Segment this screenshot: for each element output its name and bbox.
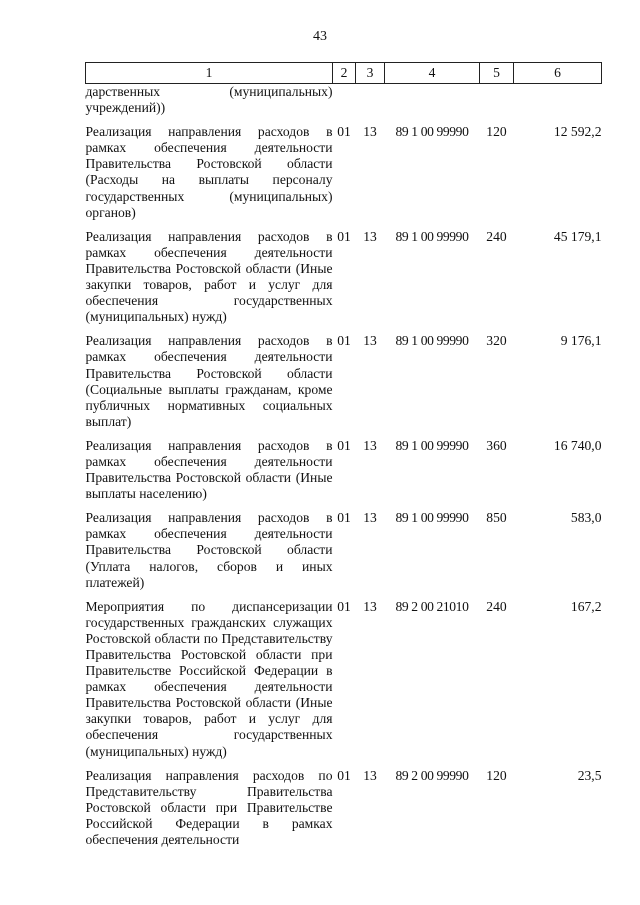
target-article-code: 89 1 00 99990 — [395, 124, 469, 140]
expense-type-code — [480, 84, 514, 117]
expense-name: Реализация направления расходов в рамках обеспечения деятельности Правительства Ростовской области (Расходы на выплаты персоналу государственных (муниципальных) органов) — [85, 124, 333, 220]
target-article-code: 89 2 00 21010 — [395, 598, 469, 614]
table-row — [86, 325, 602, 430]
expense-type-code: 240 — [486, 228, 507, 244]
page-number: 43 — [313, 29, 327, 44]
subsection-code: 13 — [363, 437, 377, 453]
table-row — [86, 591, 602, 760]
expense-name: дарственных (муниципальных) учреждений)) — [85, 84, 333, 116]
section-code: 01 — [337, 767, 351, 783]
column-header: 3 — [356, 63, 385, 84]
expense-type-code: 320 — [486, 333, 507, 349]
subsection-code: 13 — [363, 598, 377, 614]
target-article-code — [385, 84, 480, 117]
subsection-code: 13 — [363, 124, 377, 140]
amount: 16 740,0 — [553, 437, 602, 453]
amount: 23,5 — [577, 767, 602, 783]
section-code: 01 — [337, 333, 351, 349]
expense-name: Реализация направления расходов в рамках обеспечения деятельности Правительства Ростовской области (Иные закупки товаров, работ и услуг для обеспечения государственных (муниципальных) нужд) — [85, 228, 333, 325]
expense-name: Реализация направления расходов по Представительству Правительства Ростовской области при Правительстве Российской Федерации в рамках обеспечения деятельности — [85, 767, 333, 848]
expense-name: Реализация направления расходов в рамках обеспечения деятельности Правительства Ростовской области (Социальные выплаты гражданам, кроме публичных нормативных социальных выплат) — [85, 333, 333, 429]
table-row — [86, 221, 602, 326]
column-header: 1 — [86, 63, 333, 84]
budget-table — [85, 62, 602, 848]
table-header-row — [86, 63, 602, 84]
expense-type-code: 360 — [486, 437, 507, 453]
amount: 9 176,1 — [560, 333, 602, 349]
table-row — [86, 502, 602, 590]
table-row — [86, 84, 602, 117]
subsection-code — [356, 84, 385, 117]
expense-type-code: 240 — [486, 598, 507, 614]
target-article-code: 89 1 00 99990 — [395, 228, 469, 244]
expense-name: Мероприятия по диспансеризации государственных гражданских служащих Ростовской области по Представительству Правительства Ростовской области при Правительстве Российской Федерации в рамках обеспечения деятельности Правительства Ростовской области (Иные закупки товаров, работ и услуг для обеспечения государственных (муниципальных) нужд) — [85, 598, 333, 759]
section-code — [333, 84, 356, 117]
table-row — [86, 760, 602, 848]
amount — [514, 84, 602, 117]
amount: 45 179,1 — [553, 228, 602, 244]
amount: 583,0 — [570, 510, 602, 526]
section-code: 01 — [337, 598, 351, 614]
table-row — [86, 430, 602, 502]
subsection-code: 13 — [363, 767, 377, 783]
expense-type-code: 120 — [486, 124, 507, 140]
expense-type-code: 120 — [486, 767, 507, 783]
expense-type-code: 850 — [486, 510, 507, 526]
subsection-code: 13 — [363, 333, 377, 349]
subsection-code: 13 — [363, 510, 377, 526]
section-code: 01 — [337, 437, 351, 453]
target-article-code: 89 1 00 99990 — [395, 510, 469, 526]
amount: 12 592,2 — [553, 124, 602, 140]
column-header: 4 — [385, 63, 480, 84]
subsection-code: 13 — [363, 228, 377, 244]
expense-name: Реализация направления расходов в рамках обеспечения деятельности Правительства Ростовской области (Уплата налогов, сборов и иных платежей) — [85, 510, 333, 590]
target-article-code: 89 1 00 99990 — [395, 333, 469, 349]
target-article-code: 89 1 00 99990 — [395, 437, 469, 453]
column-header: 2 — [333, 63, 356, 84]
section-code: 01 — [337, 228, 351, 244]
section-code: 01 — [337, 510, 351, 526]
table-row — [86, 116, 602, 221]
expense-name: Реализация направления расходов в рамках обеспечения деятельности Правительства Ростовской области (Иные выплаты населению) — [85, 437, 333, 502]
section-code: 01 — [337, 124, 351, 140]
target-article-code: 89 2 00 99990 — [395, 767, 469, 783]
amount: 167,2 — [570, 598, 602, 614]
column-header: 5 — [480, 63, 514, 84]
column-header: 6 — [514, 63, 602, 84]
